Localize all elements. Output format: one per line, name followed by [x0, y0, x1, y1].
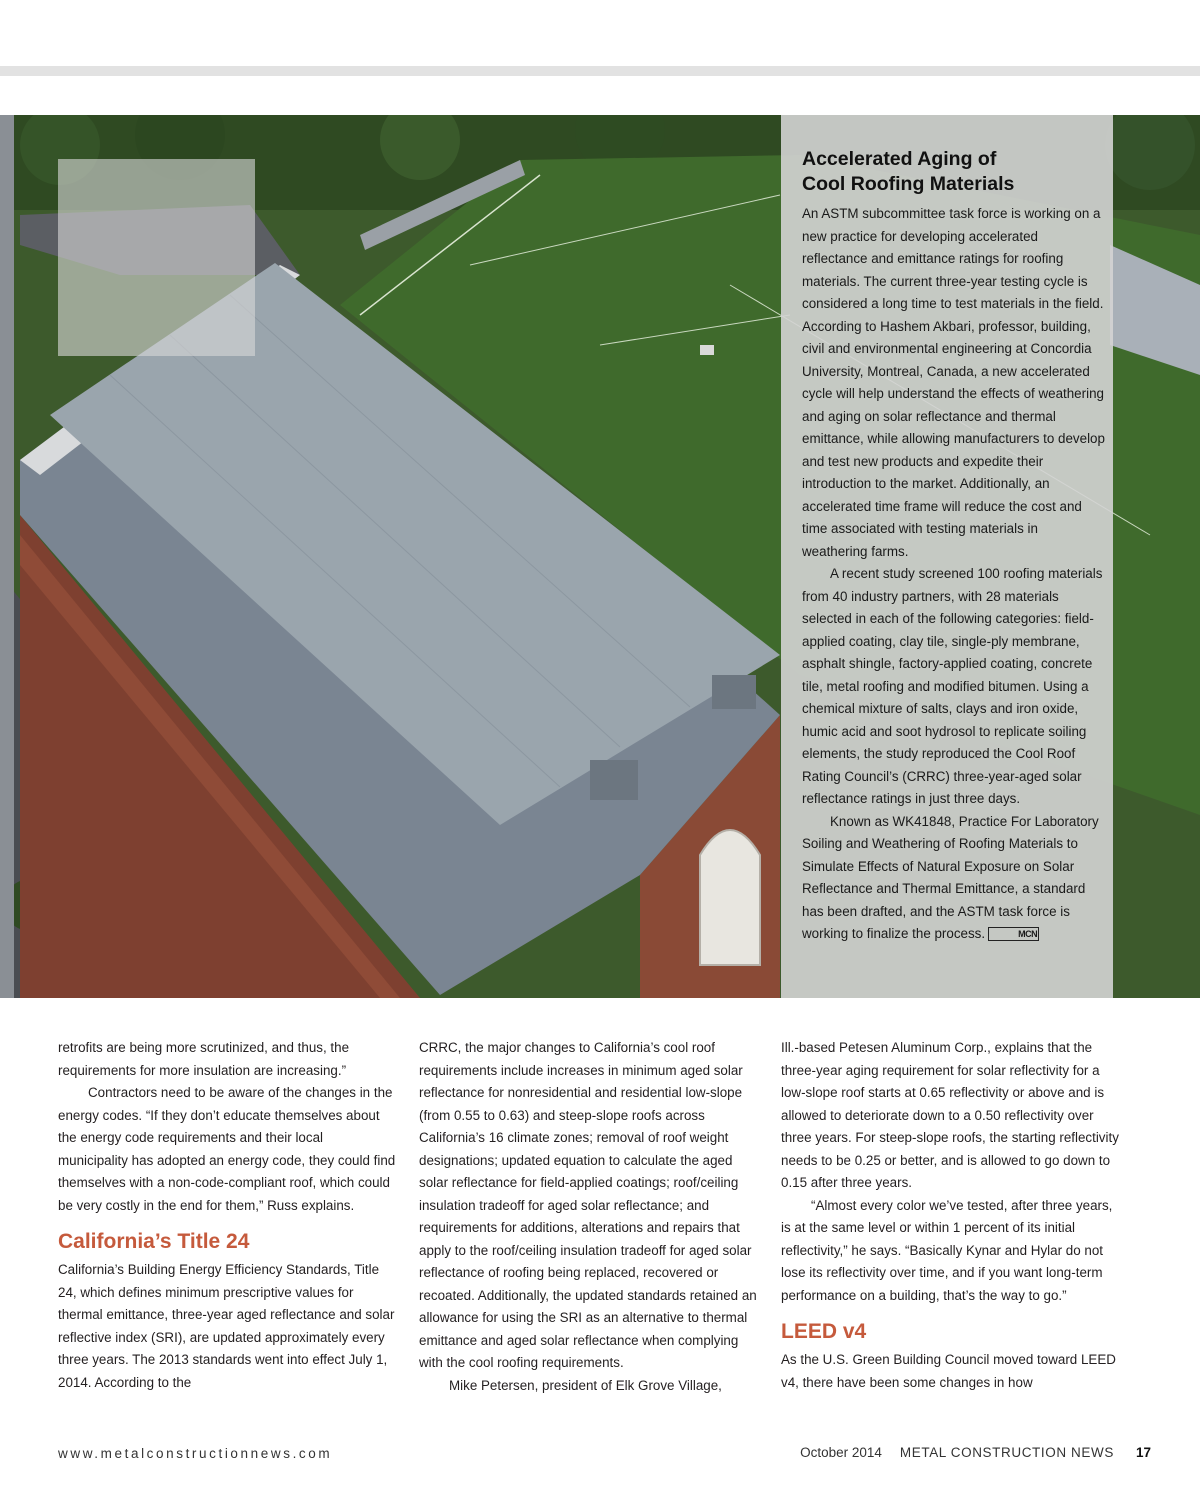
section-heading-title-24: California’s Title 24: [58, 1230, 250, 1253]
sidebar-paragraph-last: Known as WK41848, Practice For Laboratory Soiling and Weathering of Roofing Materials to Simulate Effects of Natural Exposure on Solar Reflectance and Thermal Emittance, a standard has been drafted, and the ASTM task force is working to finalize the process. MCN: [802, 813, 1099, 941]
top-rule: [0, 66, 1200, 76]
footer-publication: METAL CONSTRUCTION NEWS: [899, 1445, 1114, 1460]
mcn-end-mark: MCN: [988, 927, 1039, 941]
paragraph: retrofits are being more scrutinized, and thus, the requirements for more insulation are increasing.”: [58, 1040, 350, 1078]
article-column-3: [781, 1037, 1119, 1394]
paragraph: As the U.S. Green Building Council moved toward LEED v4, there have been some changes in how: [781, 1352, 1116, 1390]
footer-website-link[interactable]: www.metalconstructionnews.com: [58, 1446, 333, 1461]
footer-date: October 2014: [800, 1445, 882, 1460]
article-column-2: [419, 1037, 757, 1397]
paragraph: “Almost every color we’ve tested, after three years, is at the same level or within 1 percent of its initial reflectivity,” he says. “Basically Kynar and Hylar do not lose its reflectivity over time, and if you want long-term performance on a building, that’s the way to go.”: [781, 1197, 1113, 1303]
footer-folio: [800, 1445, 1151, 1460]
paragraph: Ill.-based Petesen Aluminum Corp., explains that the three-year aging requirement for solar reflectivity for a low-slope roof starts at 0.65 reflectivity or above and is allowed to deteriorate down to a 0.50 reflectivity over three years. For steep-slope roofs, the starting reflectivity needs to be 0.25 or better, and is allowed to go down to 0.15 after three years.: [781, 1040, 1119, 1190]
paragraph: California’s Building Energy Efficiency Standards, Title 24, which defines minimum prescriptive values for thermal emittance, three-year aged reflectance and solar reflective index (SRI), are updated approximately every three years. The 2013 standards went into effect July 1, 2014. According to the: [58, 1262, 395, 1390]
paragraph: CRRC, the major changes to California’s cool roof requirements include increases in minimum aged solar reflectance for nonresidential and residential low-slope (from 0.55 to 0.63) and steep-slope roofs across California’s 16 climate zones; removal of roof weight designations; updated equation to calculate the aged solar reflectance for field-applied coatings; roof/ceiling insulation tradeoff for aged solar reflectance; and requirements for additions, alterations and repairs that apply to the roof/ceiling insulation tradeoff for aged solar reflectance of roofing being replaced, recovered or recoated. Additionally, the updated standards retained an allowance for using the SRI as an alternative to thermal emittance and aged solar reflectance when complying with the cool roofing requirements.: [419, 1040, 757, 1370]
article-column-1: [58, 1037, 396, 1394]
photo-overlay-box: [58, 159, 255, 356]
sidebar-paragraph: An ASTM subcommittee task force is working on a new practice for developing accelerated reflectance and emittance ratings for roofing materials. The current three-year testing cycle is considered a long time to test materials in the field. According to Hashem Akbari, professor, building, civil and environmental engineering at Concordia University, Montreal, Canada, a new accelerated cycle will help understand the effects of weathering and aging on solar reflectance and thermal emittance, while allowing manufacturers to develop and test new products and expedite their introduction to the market. Additionally, an accelerated time frame will reduce the cost and time associated with testing materials in weathering farms.: [802, 206, 1105, 559]
sidebar-accelerated-aging: [781, 115, 1113, 998]
paragraph: Mike Petersen, president of Elk Grove Village,: [449, 1377, 722, 1393]
page-number: 17: [1135, 1445, 1151, 1460]
section-heading-leed-v4: LEED v4: [781, 1320, 867, 1343]
sidebar-title: Accelerated Aging of Cool Roofing Materials: [802, 148, 1015, 195]
paragraph: Contractors need to be aware of the changes in the energy codes. “If they don’t educate themselves about the energy code requirements and their local municipality has adopted an energy code, they could find themselves with a non-code-compliant roof, which could be very costly in the end for them,” Russ explains.: [58, 1085, 396, 1213]
sidebar-paragraph: A recent study screened 100 roofing materials from 40 industry partners, with 28 materials selected in each of the following categories: field-applied coating, clay tile, single-ply membrane, asphalt shingle, factory-applied coating, concrete tile, metal roofing and modified bitumen. Using a chemical mixture of salts, clays and iron oxide, humic acid and soot hydrosol to replicate soiling elements, the study reproduced the Cool Roof Rating Council’s (CRRC) three-year-aged solar reflectance ratings in just three days.: [802, 566, 1103, 806]
